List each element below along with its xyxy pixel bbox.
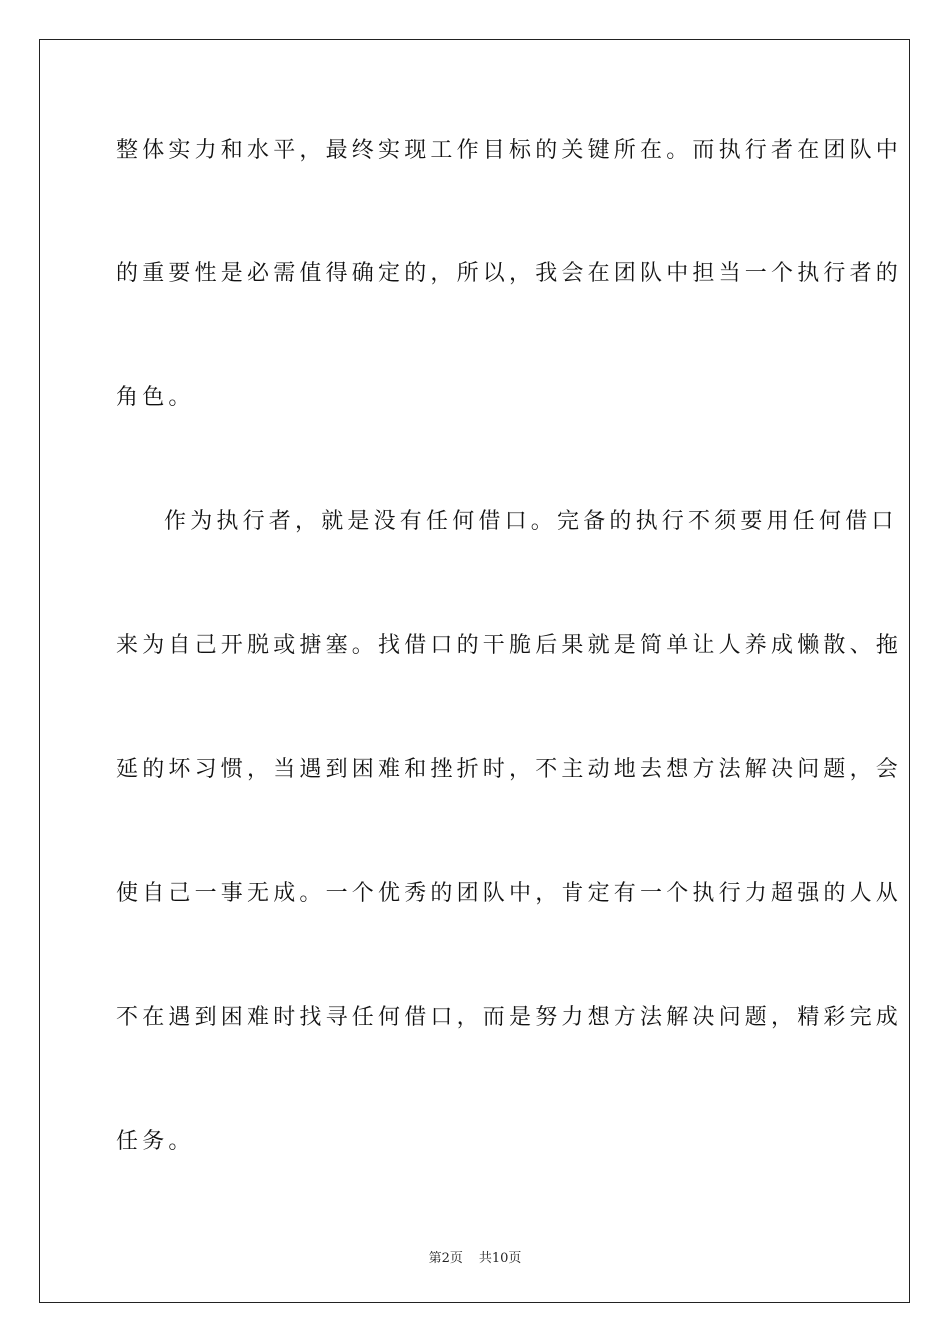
- body-line-3: 角色。: [116, 385, 195, 410]
- body-line-8: 不在遇到困难时找寻任何借口，而是努力想方法解决问题，精彩完成: [116, 1005, 903, 1030]
- page-border: [39, 39, 910, 1303]
- page-number: 第2页: [428, 1251, 463, 1266]
- page-footer: [0, 1247, 950, 1266]
- body-line-2: 的重要性是必需值得确定的，所以，我会在团队中担当一个执行者的: [116, 261, 903, 286]
- body-line-9: 任务。: [116, 1129, 195, 1154]
- body-line-4-paragraph-start: 作为执行者，就是没有任何借口。完备的执行不须要用任何借口: [164, 509, 898, 534]
- body-line-1: 整体实力和水平，最终实现工作目标的关键所在。而执行者在团队中: [116, 138, 903, 163]
- body-line-6: 延的坏习惯，当遇到困难和挫折时，不主动地去想方法解决问题，会: [116, 757, 903, 782]
- body-line-7: 使自己一事无成。一个优秀的团队中，肯定有一个执行力超强的人从: [116, 881, 903, 906]
- total-pages: 共10页: [478, 1251, 522, 1266]
- body-line-5: 来为自己开脱或搪塞。找借口的干脆后果就是简单让人养成懒散、拖: [116, 633, 903, 658]
